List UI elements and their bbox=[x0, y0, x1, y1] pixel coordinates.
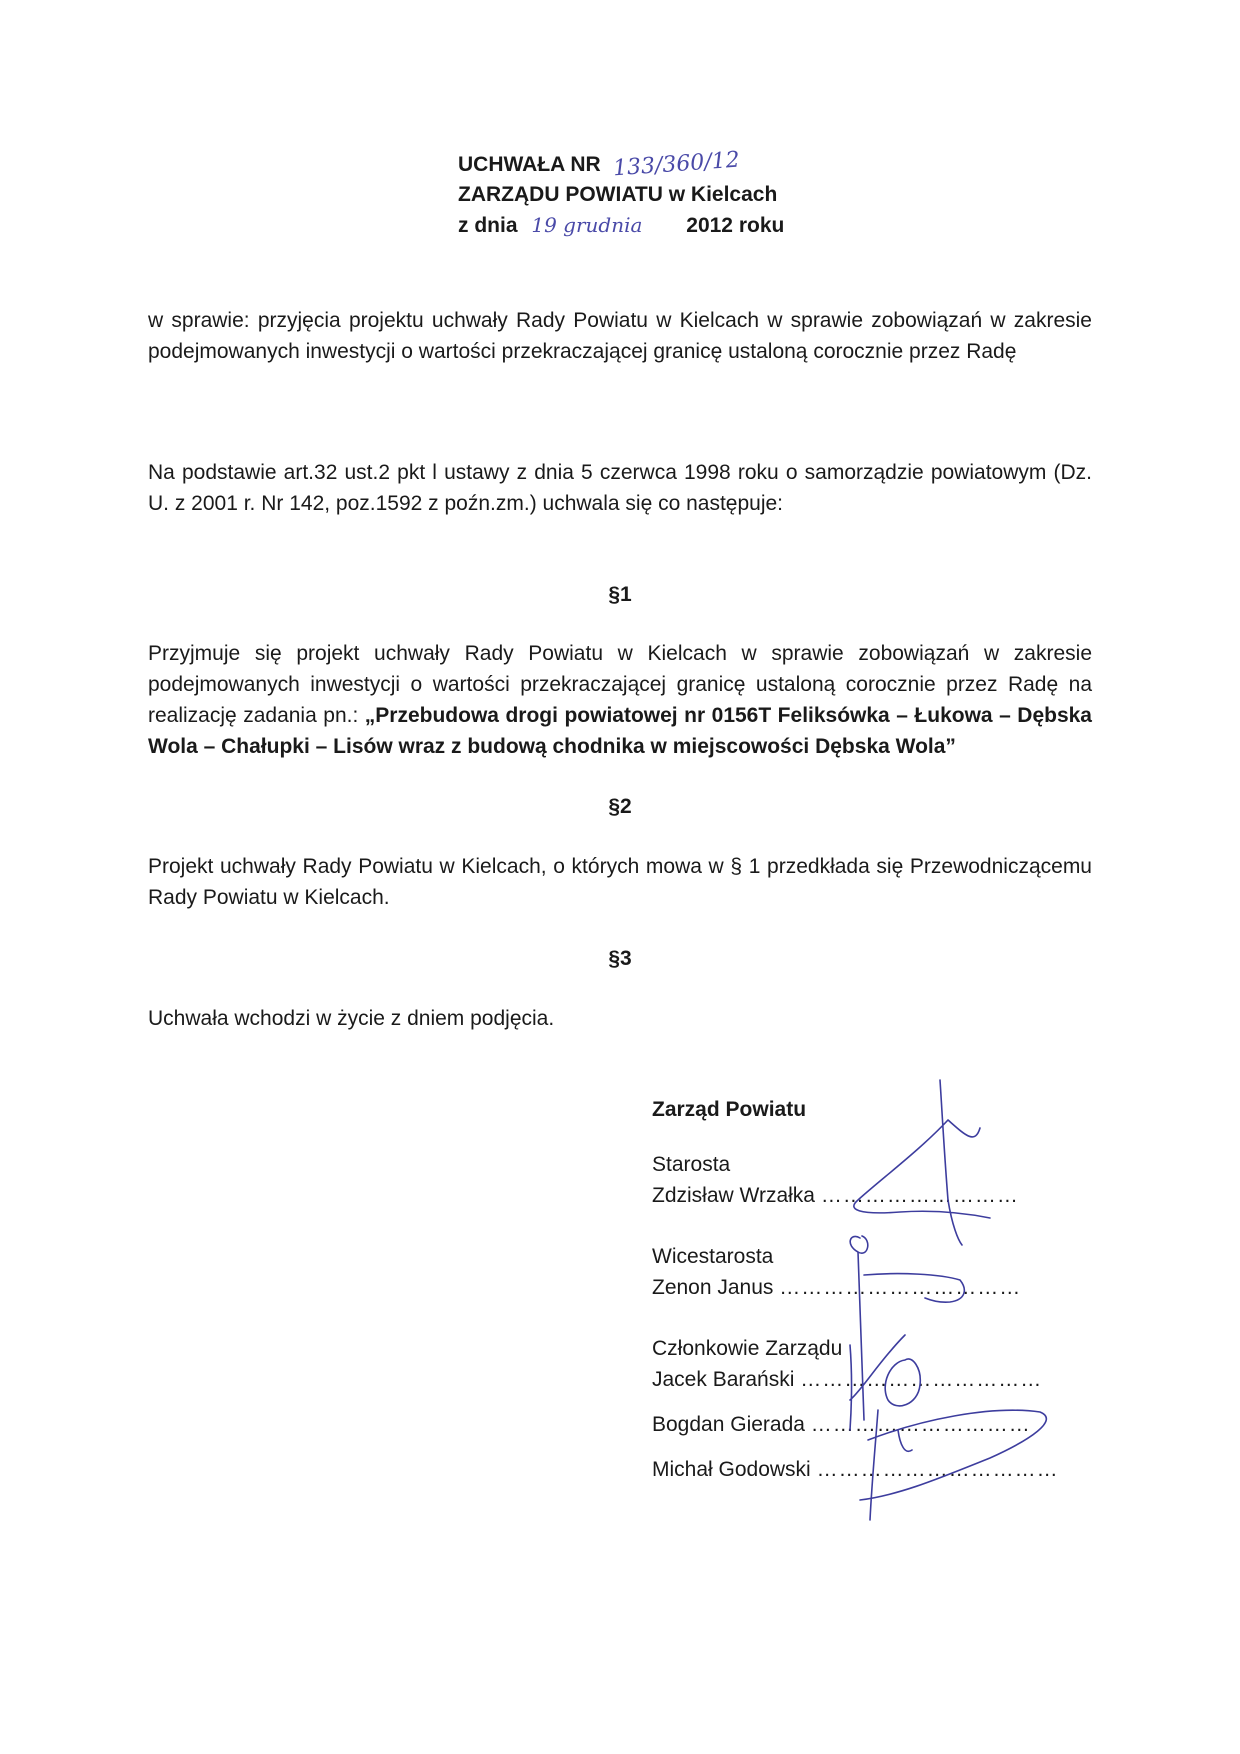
handwritten-resolution-number: 133/360/12 bbox=[611, 147, 741, 182]
section-2-text: Projekt uchwały Rady Powiatu w Kielcach, o których mowa w § 1 przedkłada się Przewodniczącemu Rady Powiatu w Kielcach. bbox=[148, 855, 1092, 909]
signature-dotted-line: ……………………… bbox=[820, 1184, 1019, 1207]
members-role: Członkowie Zarządu bbox=[652, 1337, 843, 1360]
wicestarosta-line bbox=[652, 1272, 1059, 1303]
signature-dotted-line: ………………………… bbox=[810, 1413, 1031, 1436]
wicestarosta-name: Zenon Janus bbox=[652, 1276, 774, 1299]
date-year: 2012 roku bbox=[686, 214, 785, 237]
section-1-heading: §1 bbox=[608, 583, 632, 606]
signature-dotted-line: …………………………… bbox=[816, 1458, 1059, 1481]
resolution-header bbox=[458, 147, 785, 241]
starosta-line bbox=[652, 1180, 1059, 1211]
member-3-name: Michał Godowski bbox=[652, 1458, 811, 1481]
section-3-text: Uchwała wchodzi w życie z dniem podjęcia. bbox=[148, 1007, 555, 1030]
signature-block bbox=[652, 1094, 1059, 1485]
member-2-line bbox=[652, 1409, 1059, 1440]
member-1-name: Jacek Barański bbox=[652, 1368, 795, 1391]
signature-block-title: Zarząd Powiatu bbox=[652, 1098, 807, 1121]
member-3-line bbox=[652, 1454, 1059, 1485]
handwritten-date: 19 grudnia bbox=[531, 213, 643, 237]
signature-dotted-line: …………………………… bbox=[779, 1276, 1022, 1299]
subject-paragraph: w sprawie: przyjęcia projektu uchwały Rady Powiatu w Kielcach w sprawie zobowiązań w zakresie podejmowanych inwestycji o wartości przekraczającej granicę ustaloną corocznie przez Radę bbox=[148, 309, 1092, 363]
section-3-heading: §3 bbox=[608, 947, 632, 970]
wicestarosta-role: Wicestarosta bbox=[652, 1245, 774, 1268]
section-1-body: Przyjmuje się projekt uchwały Rady Powiatu w Kielcach w sprawie zobowiązań w zakresie podejmowanych inwestycji o wartości przekraczającej granicę ustaloną corocznie przez Radę na realizację zadania pn.: bbox=[148, 642, 1092, 727]
member-2-name: Bogdan Gierada bbox=[652, 1413, 805, 1436]
signature-dotted-line: …………………………… bbox=[800, 1368, 1043, 1391]
section-2-heading: §2 bbox=[608, 795, 632, 818]
resolution-number-label: UCHWAŁA NR bbox=[458, 153, 601, 176]
date-prefix: z dnia bbox=[458, 214, 518, 237]
member-1-line bbox=[652, 1364, 1059, 1395]
section-1-task-name: „Przebudowa drogi powiatowej nr 0156T Feliksówka – Łukowa – Dębska Wola – Chałupki – Lisów wraz z budową chodnika w miejscowości Dębska Wola” bbox=[148, 704, 1092, 758]
board-name: ZARZĄDU POWIATU w Kielcach bbox=[458, 183, 778, 206]
starosta-name: Zdzisław Wrzałka bbox=[652, 1184, 815, 1207]
resolution-date-line bbox=[458, 210, 784, 241]
section-1-text bbox=[148, 638, 1092, 762]
resolution-number-line bbox=[458, 147, 784, 182]
legal-basis-paragraph: Na podstawie art.32 ust.2 pkt l ustawy z dnia 5 czerwca 1998 roku o samorządzie powiatowym (Dz. U. z 2001 r. Nr 142, poz.1592 z poźn.zm.) uchwala się co następuje: bbox=[148, 461, 1092, 515]
starosta-role: Starosta bbox=[652, 1153, 731, 1176]
